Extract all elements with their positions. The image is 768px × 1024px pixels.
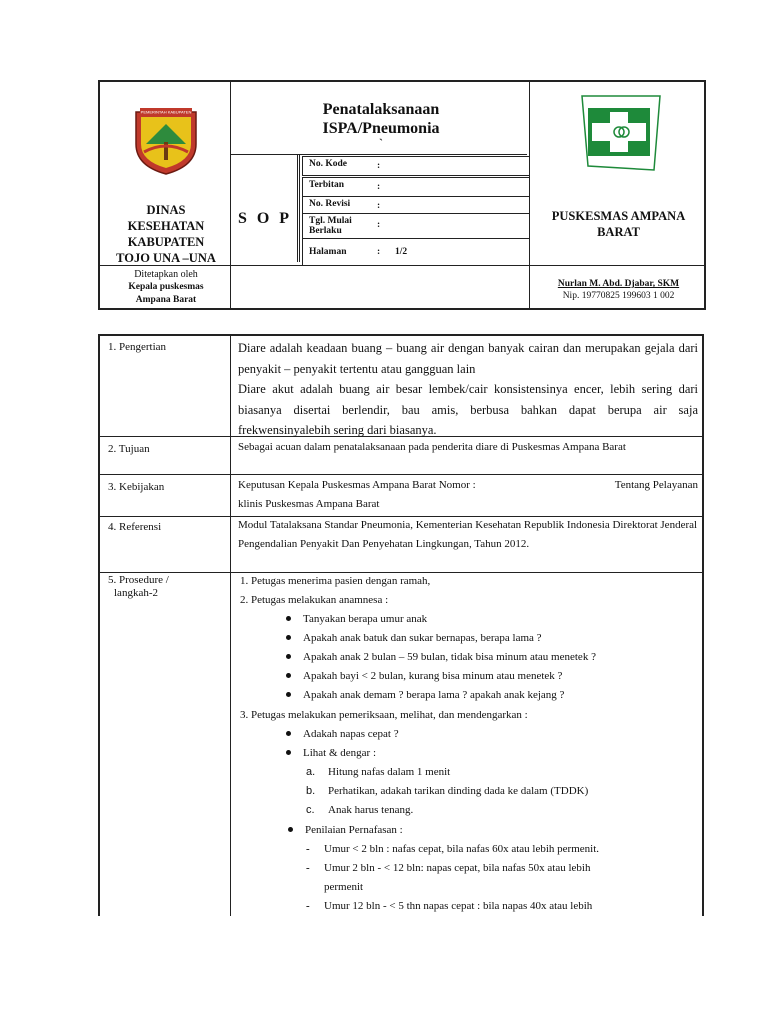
dinas-line: TOJO UNA –UNA <box>116 251 216 265</box>
lihat-letter: b. <box>306 785 316 797</box>
pengertian-paragraph: Diare adalah keadaan buang – buang air dengan banyak cairan dan merupakan gejala dari penyakit – penyakit tertentu atau gangguan lain <box>238 341 698 376</box>
kepala-name: Nurlan M. Abd. Djabar, SKM <box>557 279 680 289</box>
title-mark: ` <box>379 136 383 150</box>
tujuan-text: Sebagai acuan dalam penatalaksanaan pada penderita diare di Puskesmas Ampana Barat <box>238 441 626 453</box>
umur-text: Umur 12 bln - < 5 thn napas cepat : bila napas 40x atau lebih <box>324 900 593 912</box>
penilaian-text: Penilaian Pernafasan : <box>305 824 403 836</box>
row-label-tujuan: 2. Tujuan <box>108 443 150 455</box>
field-label: Tgl. Mulai Berlaku <box>309 216 352 236</box>
dinas-line: DINAS <box>146 203 186 217</box>
bullet-icon <box>288 827 293 832</box>
kepala-signature <box>531 278 706 302</box>
prosedur-label-line: 5. Prosedure / <box>108 574 169 586</box>
header-divider <box>231 154 527 155</box>
lihat-item <box>306 803 413 817</box>
anamnesa-item <box>286 688 564 702</box>
header-divider <box>299 154 300 262</box>
anamnesa-text: Apakah bayi < 2 bulan, kurang bisa minum atau menetek ? <box>303 670 563 682</box>
dash-icon: - <box>306 843 310 855</box>
ditetapkan-block <box>100 268 232 307</box>
kepala-title: Kepala puskesmas <box>128 282 204 292</box>
field-label: No. Revisi <box>309 199 351 209</box>
lihat-item <box>306 765 450 779</box>
dinas-name <box>100 202 232 266</box>
row-label-prosedur <box>108 574 169 600</box>
kebijakan-text-left: Keputusan Kepala Puskesmas Ampana Barat Nomor : <box>238 479 476 491</box>
row-label-referensi: 4. Referensi <box>108 521 162 533</box>
pengertian-text <box>238 338 698 441</box>
field-no-revisi <box>302 196 530 214</box>
pemeriksaan-item <box>286 746 376 760</box>
field-colon: : <box>377 247 381 257</box>
umur-item <box>306 861 590 875</box>
kepala-nip: Nip. 19770825 199603 1 002 <box>562 291 675 301</box>
referensi-text: Modul Tatalaksana Standar Pneumonia, Kementerian Kesehatan Republik Indonesia Direktorat Jenderal Pengendalian Penyakit Dan Penyehatan Lingkungan, Tahun 2012. <box>238 519 698 550</box>
regency-logo-icon <box>132 106 200 176</box>
row-label-kebijakan: 3. Kebijakan <box>108 481 165 493</box>
field-label: Terbitan <box>309 180 345 190</box>
step-3: 3. Petugas melakukan pemeriksaan, melihat, dan mendengarkan : <box>240 709 528 721</box>
bullet-icon <box>286 635 291 640</box>
document-title <box>232 100 530 148</box>
field-label: No. Kode <box>309 159 347 169</box>
umur-continuation: permenit <box>324 881 364 893</box>
kebijakan-text-line: klinis Puskesmas Ampana Barat <box>238 497 380 510</box>
lihat-item <box>306 784 588 798</box>
field-colon: : <box>377 220 381 230</box>
dash-icon: - <box>306 862 310 874</box>
pemeriksaan-text: Lihat & dengar : <box>303 747 377 759</box>
anamnesa-item <box>286 631 542 645</box>
lihat-letter: a. <box>306 766 316 778</box>
umur-text: Umur < 2 bln : nafas cepat, bila nafas 60x atau lebih permenit. <box>324 843 600 855</box>
bullet-icon <box>286 692 291 697</box>
umur-item <box>306 899 592 913</box>
bullet-icon <box>286 673 291 678</box>
row-label-pengertian: 1. Pengertian <box>108 341 167 353</box>
field-no-kode <box>302 156 530 176</box>
sop-content-table <box>98 334 704 916</box>
anamnesa-item <box>286 669 562 683</box>
title-line: ISPA/Pneumonia <box>322 120 440 137</box>
pemeriksaan-item <box>286 727 399 741</box>
table-column-divider <box>230 336 231 916</box>
table-row-divider <box>100 572 702 573</box>
umur-text: Umur 2 bln - < 12 bln: napas cepat, bila nafas 50x atau lebih <box>324 862 591 874</box>
field-terbitan <box>302 177 530 197</box>
bullet-icon <box>286 616 291 621</box>
umur-item <box>306 842 599 856</box>
pengertian-paragraph: Diare akut adalah buang air besar lembek/cair konsistensinya encer, lebih sering dari biasanya disertai berlendir, bau amis, berbusa bahkan dapat berupa air saja frekwensinyalebih sering dari biasanya. <box>238 382 698 437</box>
sop-label: S O P <box>237 210 293 227</box>
dash-icon: - <box>306 900 310 912</box>
table-row-divider <box>100 474 702 475</box>
dinas-line: KESEHATAN <box>127 219 205 233</box>
field-colon: : <box>377 182 381 192</box>
penilaian-heading <box>288 823 403 837</box>
puskesmas-name: PUSKESMAS AMPANA BARAT <box>551 209 686 239</box>
lihat-letter: c. <box>306 804 315 816</box>
field-value: 1/2 <box>395 247 408 257</box>
bullet-icon <box>286 654 291 659</box>
title-line: Penatalaksanaan <box>322 101 440 118</box>
field-colon: : <box>377 201 381 211</box>
kebijakan-text <box>238 476 698 513</box>
field-halaman <box>302 238 530 266</box>
bullet-icon <box>286 731 291 736</box>
anamnesa-item <box>286 650 596 664</box>
anamnesa-text: Apakah anak 2 bulan – 59 bulan, tidak bisa minum atau menetek ? <box>303 651 596 663</box>
sop-header-table <box>98 80 706 310</box>
pemeriksaan-text: Adakah napas cepat ? <box>303 728 399 740</box>
step-2: 2. Petugas melakukan anamnesa : <box>240 594 389 606</box>
step-1: 1. Petugas menerima pasien dengan ramah, <box>240 575 431 587</box>
lihat-text: Anak harus tenang. <box>328 804 414 816</box>
lihat-text: Perhatikan, adakah tarikan dinding dada ke dalam (TDDK) <box>328 785 589 797</box>
anamnesa-text: Tanyakan berapa umur anak <box>303 613 428 625</box>
header-divider <box>297 154 298 262</box>
lihat-text: Hitung nafas dalam 1 menit <box>328 766 451 778</box>
logo-text: PEMERINTAH KABUPATEN <box>140 109 192 115</box>
field-colon: : <box>377 161 381 171</box>
anamnesa-item <box>286 612 427 626</box>
anamnesa-text: Apakah anak batuk dan sukar bernapas, berapa lama ? <box>303 632 542 644</box>
prosedur-label-line: langkah-2 <box>114 587 158 599</box>
ditetapkan-label: Ditetapkan oleh <box>134 269 198 280</box>
kepala-location: Ampana Barat <box>135 295 197 305</box>
field-label: Halaman <box>309 247 347 257</box>
field-tgl-mulai <box>302 213 530 239</box>
anamnesa-text: Apakah anak demam ? berapa lama ? apakah anak kejang ? <box>303 689 565 701</box>
puskesmas-cross-logo-icon <box>574 92 664 174</box>
bullet-icon <box>286 750 291 755</box>
dinas-line: KABUPATEN <box>127 235 205 249</box>
kebijakan-text-right: Tentang Pelayanan <box>614 479 698 491</box>
